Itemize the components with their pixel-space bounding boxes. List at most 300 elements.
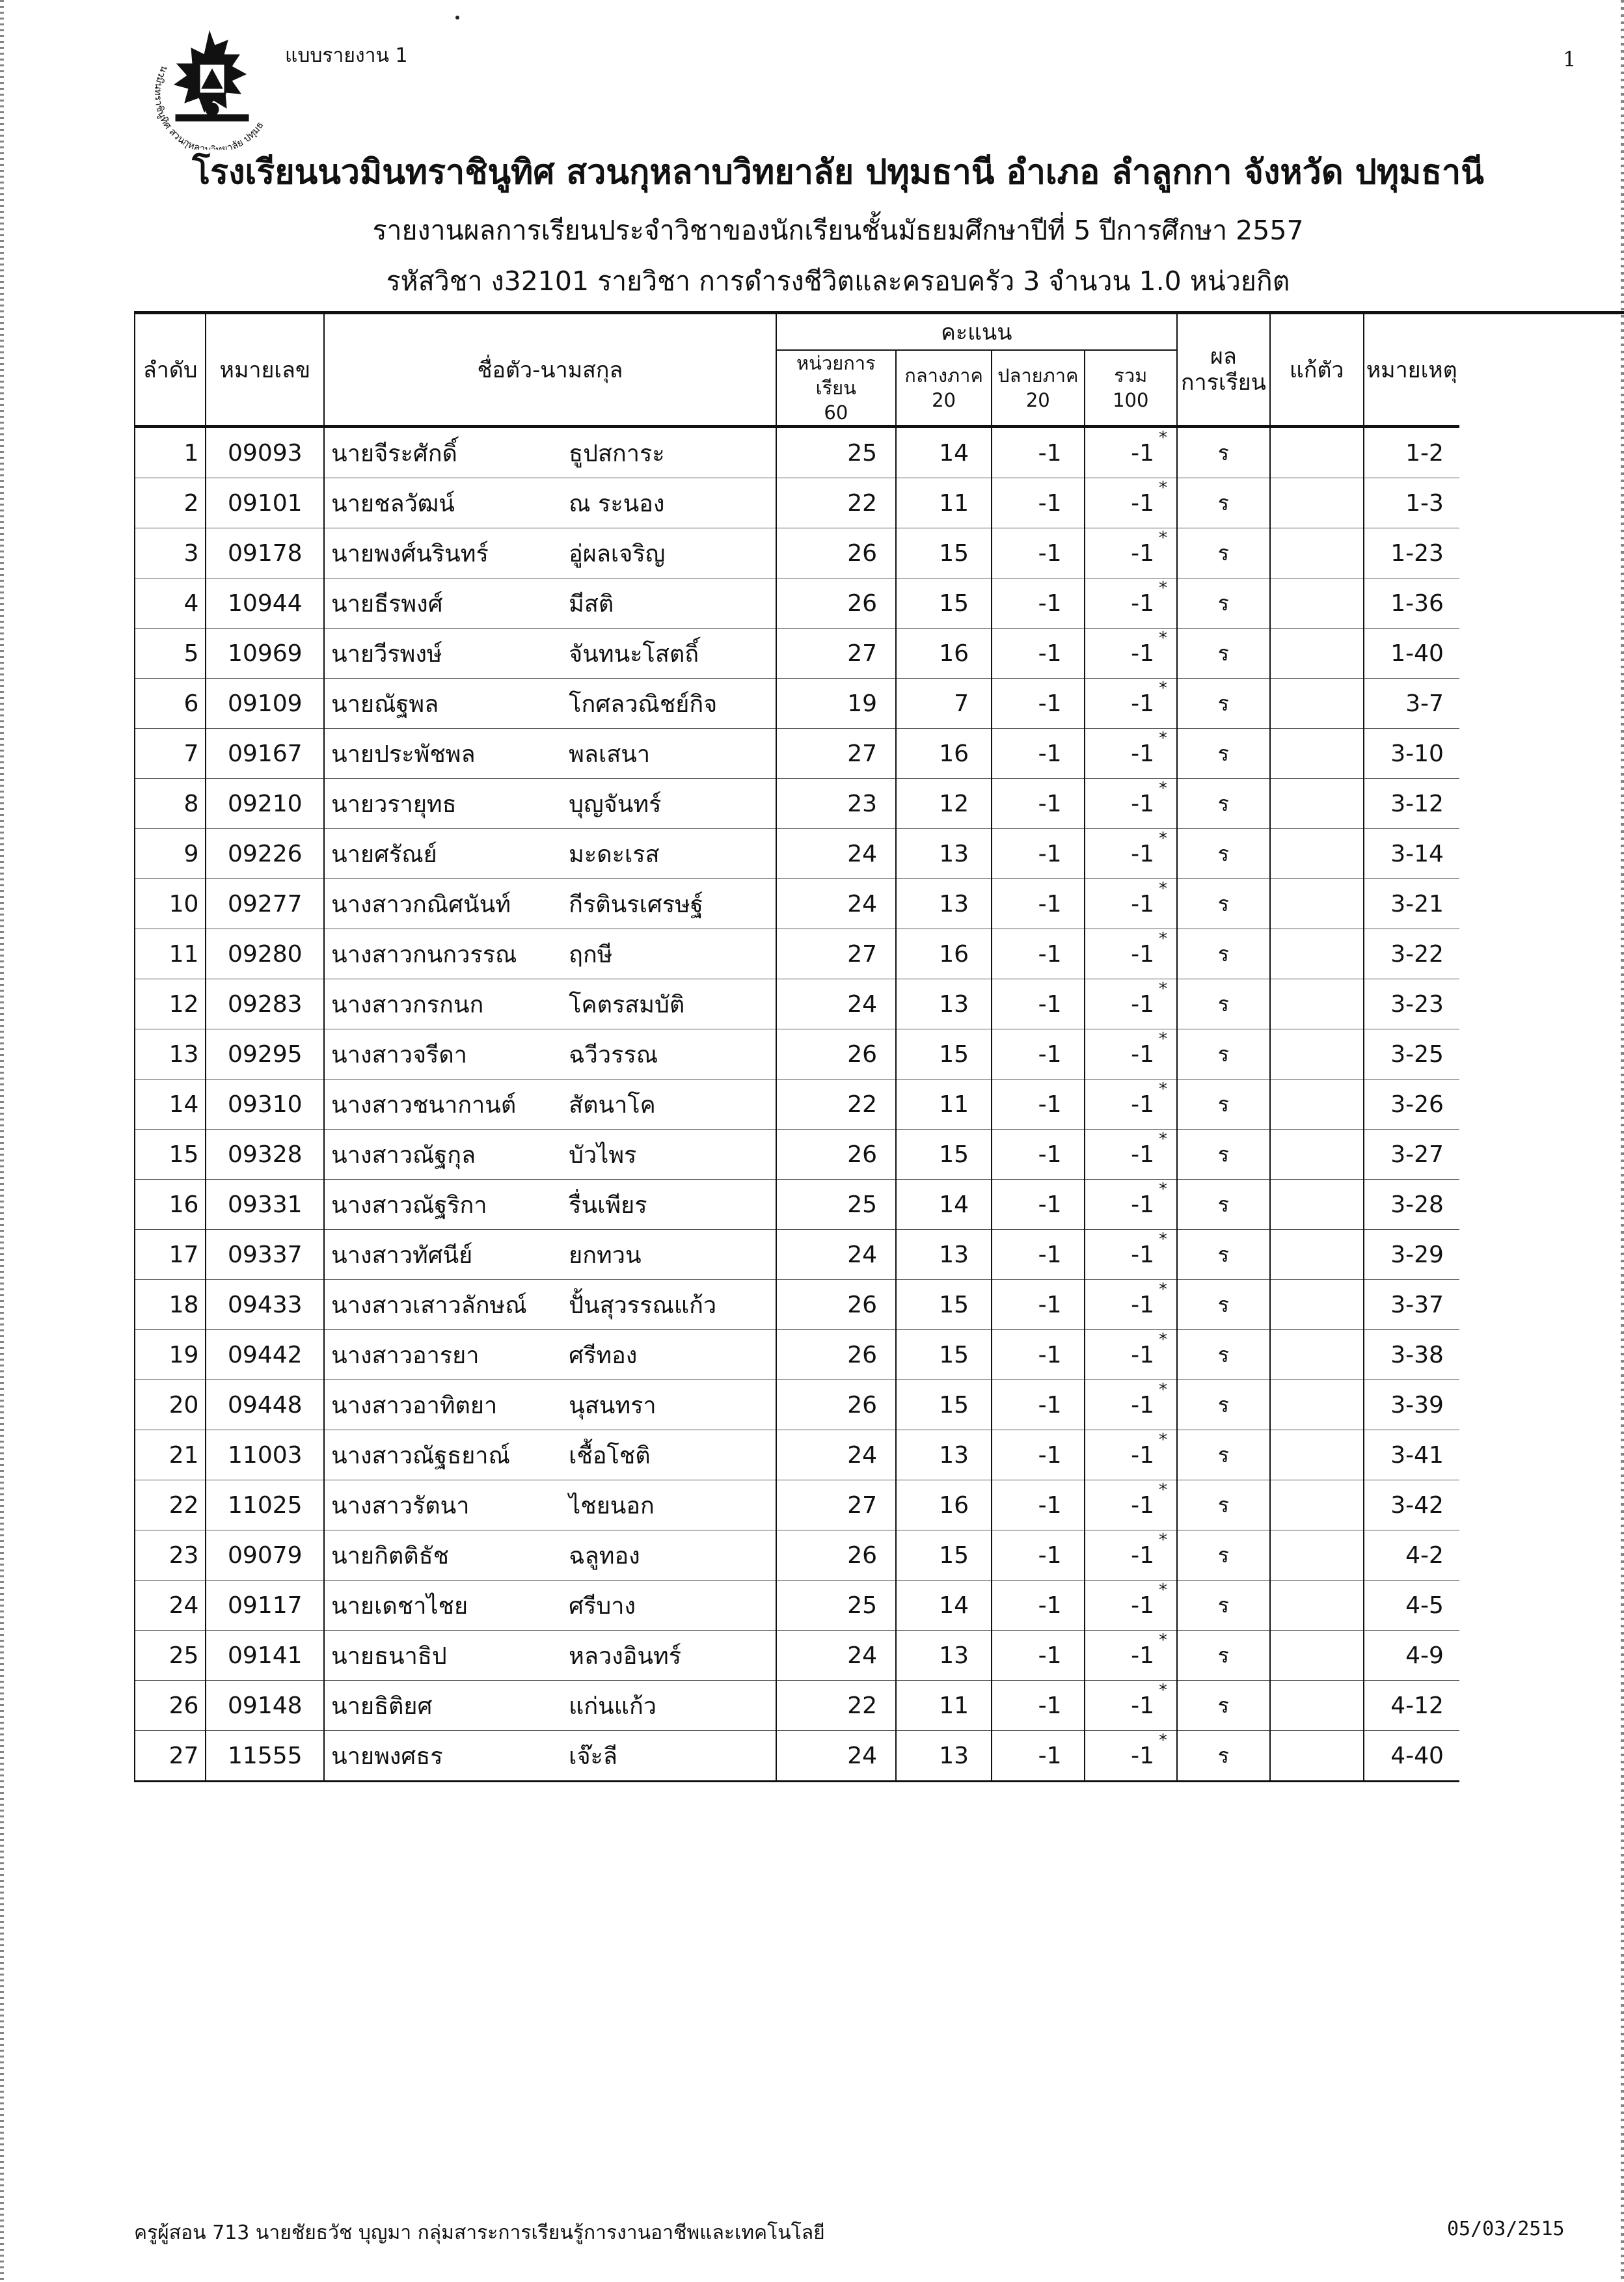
row-no: 19 bbox=[135, 1330, 206, 1380]
row-corrected bbox=[1270, 1330, 1364, 1380]
row-student-id: 09109 bbox=[206, 679, 324, 729]
row-result: ร bbox=[1177, 1280, 1270, 1330]
row-remark: 1-23 bbox=[1364, 528, 1459, 578]
row-total-mark: * bbox=[1159, 1180, 1168, 1199]
row-first-name: นางสาวอาทิตยา bbox=[331, 1392, 498, 1419]
row-no: 18 bbox=[135, 1280, 206, 1330]
row-name bbox=[324, 1731, 776, 1782]
row-student-id: 09277 bbox=[206, 879, 324, 929]
row-last-name: นุสนทรา bbox=[569, 1392, 656, 1419]
table-row bbox=[135, 779, 1624, 829]
row-total-cell bbox=[1085, 1230, 1177, 1280]
row-unit-score: 27 bbox=[776, 629, 896, 679]
row-corrected bbox=[1270, 1430, 1364, 1480]
row-total-mark: * bbox=[1159, 679, 1168, 698]
row-no: 26 bbox=[135, 1681, 206, 1731]
final-label: ปลายภาค bbox=[997, 364, 1079, 387]
row-total-cell bbox=[1085, 528, 1177, 578]
row-name bbox=[324, 1280, 776, 1330]
table-row bbox=[135, 1180, 1624, 1230]
row-midterm-score: 16 bbox=[896, 729, 992, 779]
row-remark: 3-41 bbox=[1364, 1430, 1459, 1480]
col-header-corrected: แก้ตัว bbox=[1270, 313, 1364, 427]
row-total-cell bbox=[1085, 427, 1177, 478]
row-final-score: -1 bbox=[992, 1080, 1084, 1130]
row-name bbox=[324, 1430, 776, 1480]
row-first-name: นายพงศธร bbox=[331, 1743, 443, 1770]
row-total-score: -1 bbox=[1131, 1191, 1155, 1218]
col-header-total bbox=[1085, 350, 1177, 427]
row-total-mark: * bbox=[1159, 629, 1168, 648]
row-student-id: 11003 bbox=[206, 1430, 324, 1480]
row-unit-score: 26 bbox=[776, 578, 896, 629]
midterm-label: กลางภาค bbox=[904, 364, 983, 387]
row-name bbox=[324, 578, 776, 629]
row-name bbox=[324, 1130, 776, 1180]
row-no: 20 bbox=[135, 1380, 206, 1430]
row-total-cell bbox=[1085, 1180, 1177, 1230]
row-first-name: นายวรายุทธ bbox=[331, 791, 457, 818]
row-last-name: เชื้อโชติ bbox=[569, 1442, 651, 1469]
table-row bbox=[135, 929, 1624, 979]
row-final-score: -1 bbox=[992, 1681, 1084, 1731]
row-total-score: -1 bbox=[1131, 1742, 1155, 1769]
table-body bbox=[135, 427, 1624, 1782]
row-midterm-score: 14 bbox=[896, 427, 992, 478]
row-final-score: -1 bbox=[992, 427, 1084, 478]
row-first-name: นางสาวณัฐริกา bbox=[331, 1191, 487, 1219]
row-no: 17 bbox=[135, 1230, 206, 1280]
row-unit-score: 25 bbox=[776, 1180, 896, 1230]
row-no: 13 bbox=[135, 1029, 206, 1080]
row-no: 15 bbox=[135, 1130, 206, 1180]
row-midterm-score: 15 bbox=[896, 1130, 992, 1180]
col-header-final bbox=[992, 350, 1084, 427]
row-name bbox=[324, 729, 776, 779]
row-remark: 4-40 bbox=[1364, 1731, 1459, 1782]
row-result: ร bbox=[1177, 929, 1270, 979]
row-final-score: -1 bbox=[992, 829, 1084, 879]
row-first-name: นางสาวกนกวรรณ bbox=[331, 941, 517, 968]
row-result: ร bbox=[1177, 829, 1270, 879]
row-first-name: นายธนาธิป bbox=[331, 1642, 447, 1670]
row-last-name: รื่นเพียร bbox=[569, 1191, 647, 1219]
row-midterm-score: 15 bbox=[896, 1530, 992, 1581]
row-total-score: -1 bbox=[1131, 640, 1155, 667]
table-row bbox=[135, 1430, 1624, 1480]
row-corrected bbox=[1270, 679, 1364, 729]
row-midterm-score: 16 bbox=[896, 1480, 992, 1530]
row-last-name: มะดะเรส bbox=[569, 841, 660, 868]
row-total-score: -1 bbox=[1131, 1391, 1155, 1419]
row-corrected bbox=[1270, 1581, 1364, 1631]
row-corrected bbox=[1270, 1731, 1364, 1782]
row-unit-score: 22 bbox=[776, 1080, 896, 1130]
row-total-cell bbox=[1085, 829, 1177, 879]
row-corrected bbox=[1270, 1631, 1364, 1681]
row-unit-score: 25 bbox=[776, 427, 896, 478]
row-first-name: นางสาวณัฐธยาณ์ bbox=[331, 1442, 510, 1469]
table-row bbox=[135, 1681, 1624, 1731]
row-total-cell bbox=[1085, 879, 1177, 929]
row-total-score: -1 bbox=[1131, 489, 1155, 517]
row-total-score: -1 bbox=[1131, 539, 1155, 567]
table-row bbox=[135, 829, 1624, 879]
row-corrected bbox=[1270, 1080, 1364, 1130]
row-name bbox=[324, 1380, 776, 1430]
row-remark: 1-36 bbox=[1364, 578, 1459, 629]
row-final-score: -1 bbox=[992, 979, 1084, 1029]
row-student-id: 09141 bbox=[206, 1631, 324, 1681]
row-last-name: แก่นแก้ว bbox=[569, 1692, 656, 1720]
row-total-score: -1 bbox=[1131, 1141, 1155, 1168]
row-corrected bbox=[1270, 879, 1364, 929]
scan-speck bbox=[455, 16, 459, 20]
row-total-score: -1 bbox=[1131, 1542, 1155, 1569]
report-form-label: แบบรายงาน 1 bbox=[285, 44, 408, 67]
row-name bbox=[324, 1080, 776, 1130]
row-first-name: นายพงศ์นรินทร์ bbox=[331, 540, 489, 567]
row-total-mark: * bbox=[1159, 1080, 1168, 1099]
row-total-cell bbox=[1085, 1130, 1177, 1180]
col-header-student-id: หมายเลข bbox=[206, 313, 324, 427]
row-unit-score: 22 bbox=[776, 478, 896, 528]
row-corrected bbox=[1270, 1230, 1364, 1280]
row-remark: 1-40 bbox=[1364, 629, 1459, 679]
row-result: ร bbox=[1177, 1080, 1270, 1130]
row-midterm-score: 11 bbox=[896, 1080, 992, 1130]
row-total-mark: * bbox=[1159, 1581, 1168, 1600]
row-remark: 3-10 bbox=[1364, 729, 1459, 779]
total-label: รวม bbox=[1114, 364, 1148, 387]
row-total-cell bbox=[1085, 1280, 1177, 1330]
row-total-score: -1 bbox=[1131, 1592, 1155, 1619]
row-no: 22 bbox=[135, 1480, 206, 1530]
row-unit-score: 27 bbox=[776, 729, 896, 779]
row-total-mark: * bbox=[1159, 1430, 1168, 1450]
row-student-id: 10969 bbox=[206, 629, 324, 679]
table-row bbox=[135, 629, 1624, 679]
row-final-score: -1 bbox=[992, 1631, 1084, 1681]
row-midterm-score: 13 bbox=[896, 979, 992, 1029]
row-corrected bbox=[1270, 528, 1364, 578]
page-number: 1 bbox=[1563, 47, 1577, 72]
table-row bbox=[135, 478, 1624, 528]
row-first-name: นางสาวชนากานต์ bbox=[331, 1091, 517, 1119]
row-corrected bbox=[1270, 929, 1364, 979]
row-final-score: -1 bbox=[992, 1731, 1084, 1782]
row-midterm-score: 15 bbox=[896, 1330, 992, 1380]
table-row bbox=[135, 1029, 1624, 1080]
row-result: ร bbox=[1177, 1330, 1270, 1380]
row-total-score: -1 bbox=[1131, 790, 1155, 817]
row-midterm-score: 11 bbox=[896, 478, 992, 528]
col-header-midterm bbox=[896, 350, 992, 427]
row-final-score: -1 bbox=[992, 1581, 1084, 1631]
row-midterm-score: 14 bbox=[896, 1581, 992, 1631]
row-midterm-score: 7 bbox=[896, 679, 992, 729]
col-header-no: ลำดับ bbox=[135, 313, 206, 427]
row-total-cell bbox=[1085, 679, 1177, 729]
row-first-name: นางสาวณัฐกุล bbox=[331, 1141, 476, 1169]
row-no: 3 bbox=[135, 528, 206, 578]
row-unit-score: 24 bbox=[776, 879, 896, 929]
row-unit-score: 26 bbox=[776, 1530, 896, 1581]
row-student-id: 09328 bbox=[206, 1130, 324, 1180]
row-no: 23 bbox=[135, 1530, 206, 1581]
row-last-name: จันทนะโสตถิ์ bbox=[569, 640, 699, 668]
row-remark: 1-3 bbox=[1364, 478, 1459, 528]
table-header bbox=[135, 313, 1624, 427]
table-row bbox=[135, 427, 1624, 478]
row-total-score: -1 bbox=[1131, 1040, 1155, 1068]
row-total-mark: * bbox=[1159, 1280, 1168, 1299]
row-result: ร bbox=[1177, 779, 1270, 829]
row-student-id: 09093 bbox=[206, 427, 324, 478]
row-corrected bbox=[1270, 1280, 1364, 1330]
table-row bbox=[135, 1631, 1624, 1681]
row-no: 12 bbox=[135, 979, 206, 1029]
row-total-mark: * bbox=[1159, 1530, 1168, 1550]
seal-caption: นวมินทราชินูทิศ สวนกุหลาบ ทยาลัย ปทุมธ bbox=[152, 64, 266, 150]
row-final-score: -1 bbox=[992, 929, 1084, 979]
row-remark: 3-37 bbox=[1364, 1280, 1459, 1330]
row-remark: 3-14 bbox=[1364, 829, 1459, 879]
row-student-id: 09283 bbox=[206, 979, 324, 1029]
row-midterm-score: 13 bbox=[896, 1230, 992, 1280]
school-title: โรงเรียนนวมินทราชินูทิศ สวนกุหลาบวิทยาลัย ปทุมธานี อำเภอ ลำลูกกา จังหวัด ปทุมธานี bbox=[192, 153, 1484, 192]
row-remark: 3-42 bbox=[1364, 1480, 1459, 1530]
scan-edge-left bbox=[0, 0, 4, 2282]
table-row bbox=[135, 679, 1624, 729]
table-row bbox=[135, 1731, 1624, 1782]
row-total-score: -1 bbox=[1131, 890, 1155, 917]
row-result: ร bbox=[1177, 1530, 1270, 1581]
row-no: 1 bbox=[135, 427, 206, 478]
row-total-mark: * bbox=[1159, 1130, 1168, 1149]
row-name bbox=[324, 1631, 776, 1681]
row-result: ร bbox=[1177, 679, 1270, 729]
row-total-mark: * bbox=[1159, 1230, 1168, 1249]
row-name bbox=[324, 1230, 776, 1280]
row-result: ร bbox=[1177, 427, 1270, 478]
row-last-name: ณ ระนอง bbox=[569, 490, 665, 517]
unit-label: หน่วยการเรียน bbox=[796, 352, 876, 399]
row-name bbox=[324, 1480, 776, 1530]
row-corrected bbox=[1270, 979, 1364, 1029]
row-no: 25 bbox=[135, 1631, 206, 1681]
row-corrected bbox=[1270, 1029, 1364, 1080]
row-last-name: ยกทวน bbox=[569, 1242, 642, 1269]
row-unit-score: 24 bbox=[776, 1430, 896, 1480]
row-name bbox=[324, 879, 776, 929]
row-midterm-score: 13 bbox=[896, 879, 992, 929]
row-total-score: -1 bbox=[1131, 740, 1155, 767]
row-total-mark: * bbox=[1159, 1731, 1168, 1750]
row-unit-score: 27 bbox=[776, 1480, 896, 1530]
result-label-2: การเรียน bbox=[1180, 370, 1266, 396]
row-remark: 4-12 bbox=[1364, 1681, 1459, 1731]
row-last-name: ฤกษี bbox=[569, 941, 613, 968]
row-student-id: 09433 bbox=[206, 1280, 324, 1330]
row-no: 7 bbox=[135, 729, 206, 779]
row-unit-score: 19 bbox=[776, 679, 896, 729]
row-student-id: 09101 bbox=[206, 478, 324, 528]
row-result: ร bbox=[1177, 478, 1270, 528]
row-result: ร bbox=[1177, 1480, 1270, 1530]
row-no: 24 bbox=[135, 1581, 206, 1631]
row-remark: 3-7 bbox=[1364, 679, 1459, 729]
row-student-id: 09167 bbox=[206, 729, 324, 779]
unit-max: 60 bbox=[824, 401, 848, 424]
table-row bbox=[135, 578, 1624, 629]
row-corrected bbox=[1270, 1530, 1364, 1581]
row-name bbox=[324, 528, 776, 578]
row-final-score: -1 bbox=[992, 528, 1084, 578]
row-name bbox=[324, 1581, 776, 1631]
row-result: ร bbox=[1177, 879, 1270, 929]
row-total-score: -1 bbox=[1131, 1241, 1155, 1268]
row-last-name: ฉวีวรรณ bbox=[569, 1041, 658, 1068]
row-total-cell bbox=[1085, 578, 1177, 629]
row-result: ร bbox=[1177, 1180, 1270, 1230]
row-final-score: -1 bbox=[992, 779, 1084, 829]
row-final-score: -1 bbox=[992, 1530, 1084, 1581]
row-unit-score: 26 bbox=[776, 1280, 896, 1330]
row-no: 2 bbox=[135, 478, 206, 528]
row-final-score: -1 bbox=[992, 1380, 1084, 1430]
row-final-score: -1 bbox=[992, 1280, 1084, 1330]
row-result: ร bbox=[1177, 578, 1270, 629]
row-midterm-score: 13 bbox=[896, 829, 992, 879]
row-last-name: ปั้นสุวรรณแก้ว bbox=[569, 1292, 717, 1319]
row-student-id: 09295 bbox=[206, 1029, 324, 1080]
row-final-score: -1 bbox=[992, 729, 1084, 779]
row-last-name: กีรตินรเศรษฐ์ bbox=[569, 891, 703, 918]
row-no: 27 bbox=[135, 1731, 206, 1782]
row-student-id: 09310 bbox=[206, 1080, 324, 1130]
row-final-score: -1 bbox=[992, 1480, 1084, 1530]
row-total-cell bbox=[1085, 1080, 1177, 1130]
row-remark: 3-28 bbox=[1364, 1180, 1459, 1230]
row-unit-score: 24 bbox=[776, 829, 896, 879]
row-total-score: -1 bbox=[1131, 840, 1155, 867]
row-corrected bbox=[1270, 1480, 1364, 1530]
row-last-name: บุญจันทร์ bbox=[569, 791, 662, 818]
row-first-name: นางสาวทัศนีย์ bbox=[331, 1242, 473, 1269]
row-unit-score: 24 bbox=[776, 1230, 896, 1280]
row-first-name: นางสาวจรีดา bbox=[331, 1041, 467, 1068]
row-midterm-score: 15 bbox=[896, 1029, 992, 1080]
row-total-score: -1 bbox=[1131, 1692, 1155, 1719]
table-row bbox=[135, 1080, 1624, 1130]
row-unit-score: 24 bbox=[776, 979, 896, 1029]
row-total-cell bbox=[1085, 729, 1177, 779]
row-student-id: 09448 bbox=[206, 1380, 324, 1430]
row-total-cell bbox=[1085, 1731, 1177, 1782]
row-no: 10 bbox=[135, 879, 206, 929]
course-line: รหัสวิชา ง32101 รายวิชา การดำรงชีวิตและครอบครัว 3 จำนวน 1.0 หน่วยกิต bbox=[386, 265, 1290, 297]
row-student-id: 09117 bbox=[206, 1581, 324, 1631]
row-total-cell bbox=[1085, 979, 1177, 1029]
row-total-mark: * bbox=[1159, 829, 1168, 849]
row-unit-score: 26 bbox=[776, 1380, 896, 1430]
row-student-id: 09178 bbox=[206, 528, 324, 578]
row-midterm-score: 15 bbox=[896, 1280, 992, 1330]
row-last-name: ธูปสการะ bbox=[569, 440, 665, 467]
row-no: 21 bbox=[135, 1430, 206, 1480]
row-remark: 3-25 bbox=[1364, 1029, 1459, 1080]
row-result: ร bbox=[1177, 1380, 1270, 1430]
row-remark: 3-39 bbox=[1364, 1380, 1459, 1430]
row-final-score: -1 bbox=[992, 879, 1084, 929]
row-unit-score: 24 bbox=[776, 1731, 896, 1782]
row-student-id: 09442 bbox=[206, 1330, 324, 1380]
table-row bbox=[135, 1230, 1624, 1280]
row-first-name: นายจีระศักดิ์ bbox=[331, 440, 457, 467]
row-final-score: -1 bbox=[992, 1130, 1084, 1180]
row-student-id: 09210 bbox=[206, 779, 324, 829]
row-total-mark: * bbox=[1159, 929, 1168, 949]
grade-table-container bbox=[134, 311, 1624, 1782]
row-corrected bbox=[1270, 1130, 1364, 1180]
row-no: 5 bbox=[135, 629, 206, 679]
row-total-cell bbox=[1085, 1631, 1177, 1681]
row-total-score: -1 bbox=[1131, 1441, 1155, 1469]
row-remark: 3-12 bbox=[1364, 779, 1459, 829]
row-last-name: อู่ผลเจริญ bbox=[569, 540, 666, 567]
row-total-mark: * bbox=[1159, 779, 1168, 798]
row-total-cell bbox=[1085, 929, 1177, 979]
row-result: ร bbox=[1177, 1029, 1270, 1080]
row-total-cell bbox=[1085, 779, 1177, 829]
row-total-mark: * bbox=[1159, 1631, 1168, 1650]
row-remark: 1-2 bbox=[1364, 427, 1459, 478]
row-remark: 3-22 bbox=[1364, 929, 1459, 979]
row-final-score: -1 bbox=[992, 1029, 1084, 1080]
row-student-id: 09148 bbox=[206, 1681, 324, 1731]
row-total-score: -1 bbox=[1131, 1291, 1155, 1318]
row-last-name: โกศลวณิชย์กิจ bbox=[569, 690, 718, 718]
row-first-name: นายวีรพงษ์ bbox=[331, 640, 442, 668]
row-midterm-score: 16 bbox=[896, 929, 992, 979]
row-result: ร bbox=[1177, 1230, 1270, 1280]
row-unit-score: 27 bbox=[776, 929, 896, 979]
row-midterm-score: 15 bbox=[896, 578, 992, 629]
row-total-mark: * bbox=[1159, 1029, 1168, 1049]
row-name bbox=[324, 829, 776, 879]
col-header-remark: หมายเหตุ bbox=[1364, 313, 1459, 427]
row-first-name: นายณัฐพล bbox=[331, 690, 439, 718]
row-midterm-score: 13 bbox=[896, 1731, 992, 1782]
row-unit-score: 23 bbox=[776, 779, 896, 829]
row-unit-score: 26 bbox=[776, 1029, 896, 1080]
row-total-mark: * bbox=[1159, 879, 1168, 899]
row-first-name: นางสาวกรกนก bbox=[331, 991, 484, 1018]
row-total-cell bbox=[1085, 1480, 1177, 1530]
row-corrected bbox=[1270, 729, 1364, 779]
midterm-max: 20 bbox=[932, 389, 956, 411]
row-corrected bbox=[1270, 427, 1364, 478]
row-total-cell bbox=[1085, 1330, 1177, 1380]
row-total-score: -1 bbox=[1131, 439, 1155, 467]
row-total-cell bbox=[1085, 478, 1177, 528]
row-corrected bbox=[1270, 478, 1364, 528]
row-remark: 3-23 bbox=[1364, 979, 1459, 1029]
final-max: 20 bbox=[1025, 389, 1050, 411]
row-midterm-score: 14 bbox=[896, 1180, 992, 1230]
row-name bbox=[324, 478, 776, 528]
